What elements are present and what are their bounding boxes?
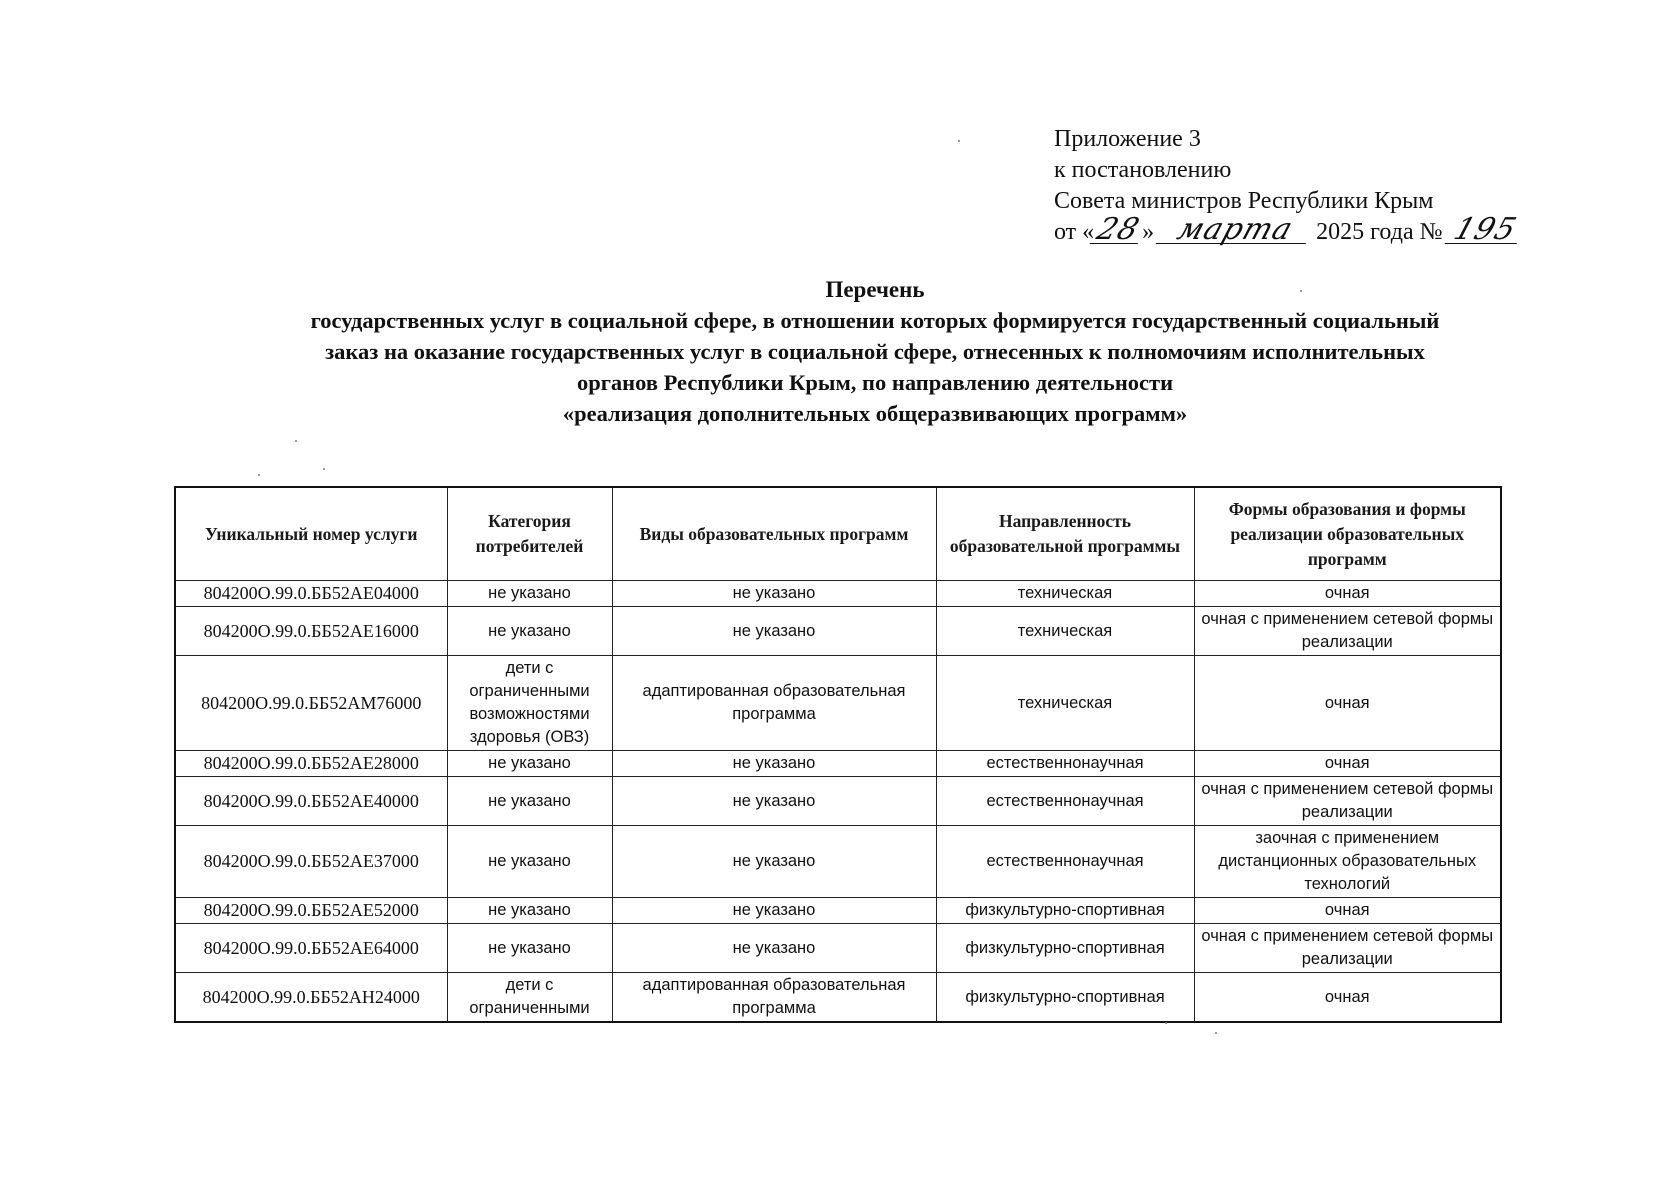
cell-education-form: очная: [1194, 581, 1501, 607]
cell-program-focus: физкультурно-спортивная: [936, 924, 1194, 973]
cell-program-focus: физкультурно-спортивная: [936, 973, 1194, 1023]
cell-service-number: 804200О.99.0.ББ52АЕ64000: [175, 924, 447, 973]
cell-service-number: 804200О.99.0.ББ52АЕ52000: [175, 898, 447, 924]
cell-education-form: очная: [1194, 898, 1501, 924]
header-program-type: Виды образовательных программ: [612, 487, 936, 581]
table-row: [175, 607, 1501, 656]
appendix-date-line: [1054, 212, 1521, 248]
table-row: [175, 751, 1501, 777]
cell-service-number: 804200О.99.0.ББ52АЕ28000: [175, 751, 447, 777]
date-prefix: от «: [1054, 219, 1095, 245]
handwritten-doc-number: 195: [1444, 217, 1525, 244]
cell-program-type: не указано: [612, 777, 936, 826]
table-header-row: [175, 487, 1501, 581]
cell-program-focus: естественнонаучная: [936, 826, 1194, 898]
cell-program-type: не указано: [612, 924, 936, 973]
cell-service-number: 804200О.99.0.ББ52АМ76000: [175, 656, 447, 751]
cell-consumer-category: не указано: [447, 826, 612, 898]
table-row: [175, 924, 1501, 973]
cell-education-form: очная: [1194, 751, 1501, 777]
title-heading: Перечень: [825, 277, 925, 302]
cell-education-form: очная с применением сетевой формы реализации: [1194, 924, 1501, 973]
scan-speck: [1215, 1032, 1217, 1034]
table-row: [175, 656, 1501, 751]
cell-service-number: 804200О.99.0.ББ52АН24000: [175, 973, 447, 1023]
table-row: [175, 777, 1501, 826]
table-row: [175, 898, 1501, 924]
table-row: [175, 826, 1501, 898]
table-row: [175, 581, 1501, 607]
cell-program-type: не указано: [612, 751, 936, 777]
cell-consumer-category: не указано: [447, 581, 612, 607]
appendix-number: Приложение 3: [1054, 126, 1201, 152]
cell-service-number: 804200О.99.0.ББ52АЕ16000: [175, 607, 447, 656]
handwritten-month: марта: [1156, 217, 1315, 244]
services-table: [174, 486, 1502, 1023]
cell-program-type: не указано: [612, 898, 936, 924]
cell-education-form: очная с применением сетевой формы реализации: [1194, 607, 1501, 656]
appendix-reference: к постановлению: [1054, 157, 1232, 183]
header-service-number: Уникальный номер услуги: [175, 487, 447, 581]
cell-program-focus: техническая: [936, 581, 1194, 607]
cell-program-focus: естественнонаучная: [936, 777, 1194, 826]
document-title: [190, 274, 1560, 429]
cell-program-type: адаптированная образовательная программа: [612, 973, 936, 1023]
cell-program-type: не указано: [612, 607, 936, 656]
cell-education-form: очная с применением сетевой формы реализации: [1194, 777, 1501, 826]
scan-speck: [1300, 290, 1302, 292]
handwritten-day: 28: [1090, 217, 1147, 244]
cell-program-type: адаптированная образовательная программа: [612, 656, 936, 751]
cell-consumer-category: дети с ограниченными: [447, 973, 612, 1023]
title-line-1: государственных услуг в социальной сфере, в отношении которых формируется государственный социальный: [310, 308, 1440, 333]
cell-program-focus: техническая: [936, 607, 1194, 656]
cell-service-number: 804200О.99.0.ББ52АЕ40000: [175, 777, 447, 826]
appendix-issuer: Совета министров Республики Крым: [1054, 188, 1434, 214]
cell-program-focus: физкультурно-спортивная: [936, 898, 1194, 924]
date-close-quote: »: [1142, 219, 1155, 245]
cell-consumer-category: не указано: [447, 751, 612, 777]
cell-education-form: очная: [1194, 973, 1501, 1023]
cell-service-number: 804200О.99.0.ББ52АЕ04000: [175, 581, 447, 607]
header-consumer-category: Категория потребителей: [447, 487, 612, 581]
cell-service-number: 804200О.99.0.ББ52АЕ37000: [175, 826, 447, 898]
scan-speck: [323, 468, 325, 470]
cell-program-focus: естественнонаучная: [936, 751, 1194, 777]
title-line-3: органов Республики Крым, по направлению деятельности: [576, 370, 1174, 395]
cell-consumer-category: не указано: [447, 898, 612, 924]
cell-consumer-category: дети с ограниченными возможностями здоровья (ОВЗ): [447, 656, 612, 751]
cell-education-form: очная: [1194, 656, 1501, 751]
cell-consumer-category: не указано: [447, 607, 612, 656]
header-education-form: Формы образования и формы реализации образовательных программ: [1194, 487, 1501, 581]
header-program-focus: Направленность образовательной программы: [936, 487, 1194, 581]
table-row: [175, 973, 1501, 1023]
date-year: 2025 года №: [1316, 219, 1443, 245]
scan-speck: [258, 474, 260, 476]
scan-speck: [295, 440, 297, 442]
title-line-4: «реализация дополнительных общеразвивающих программ»: [562, 401, 1188, 426]
cell-consumer-category: не указано: [447, 777, 612, 826]
appendix-block: [1054, 124, 1521, 248]
cell-program-type: не указано: [612, 826, 936, 898]
cell-program-focus: техническая: [936, 656, 1194, 751]
cell-education-form: заочная с применением дистанционных образовательных технологий: [1194, 826, 1501, 898]
scan-speck: [1165, 1022, 1167, 1024]
cell-consumer-category: не указано: [447, 924, 612, 973]
scan-speck: [958, 140, 960, 142]
title-line-2: заказ на оказание государственных услуг в социальной сфере, отнесенных к полномочиям исполнительных: [325, 339, 1425, 364]
cell-program-type: не указано: [612, 581, 936, 607]
